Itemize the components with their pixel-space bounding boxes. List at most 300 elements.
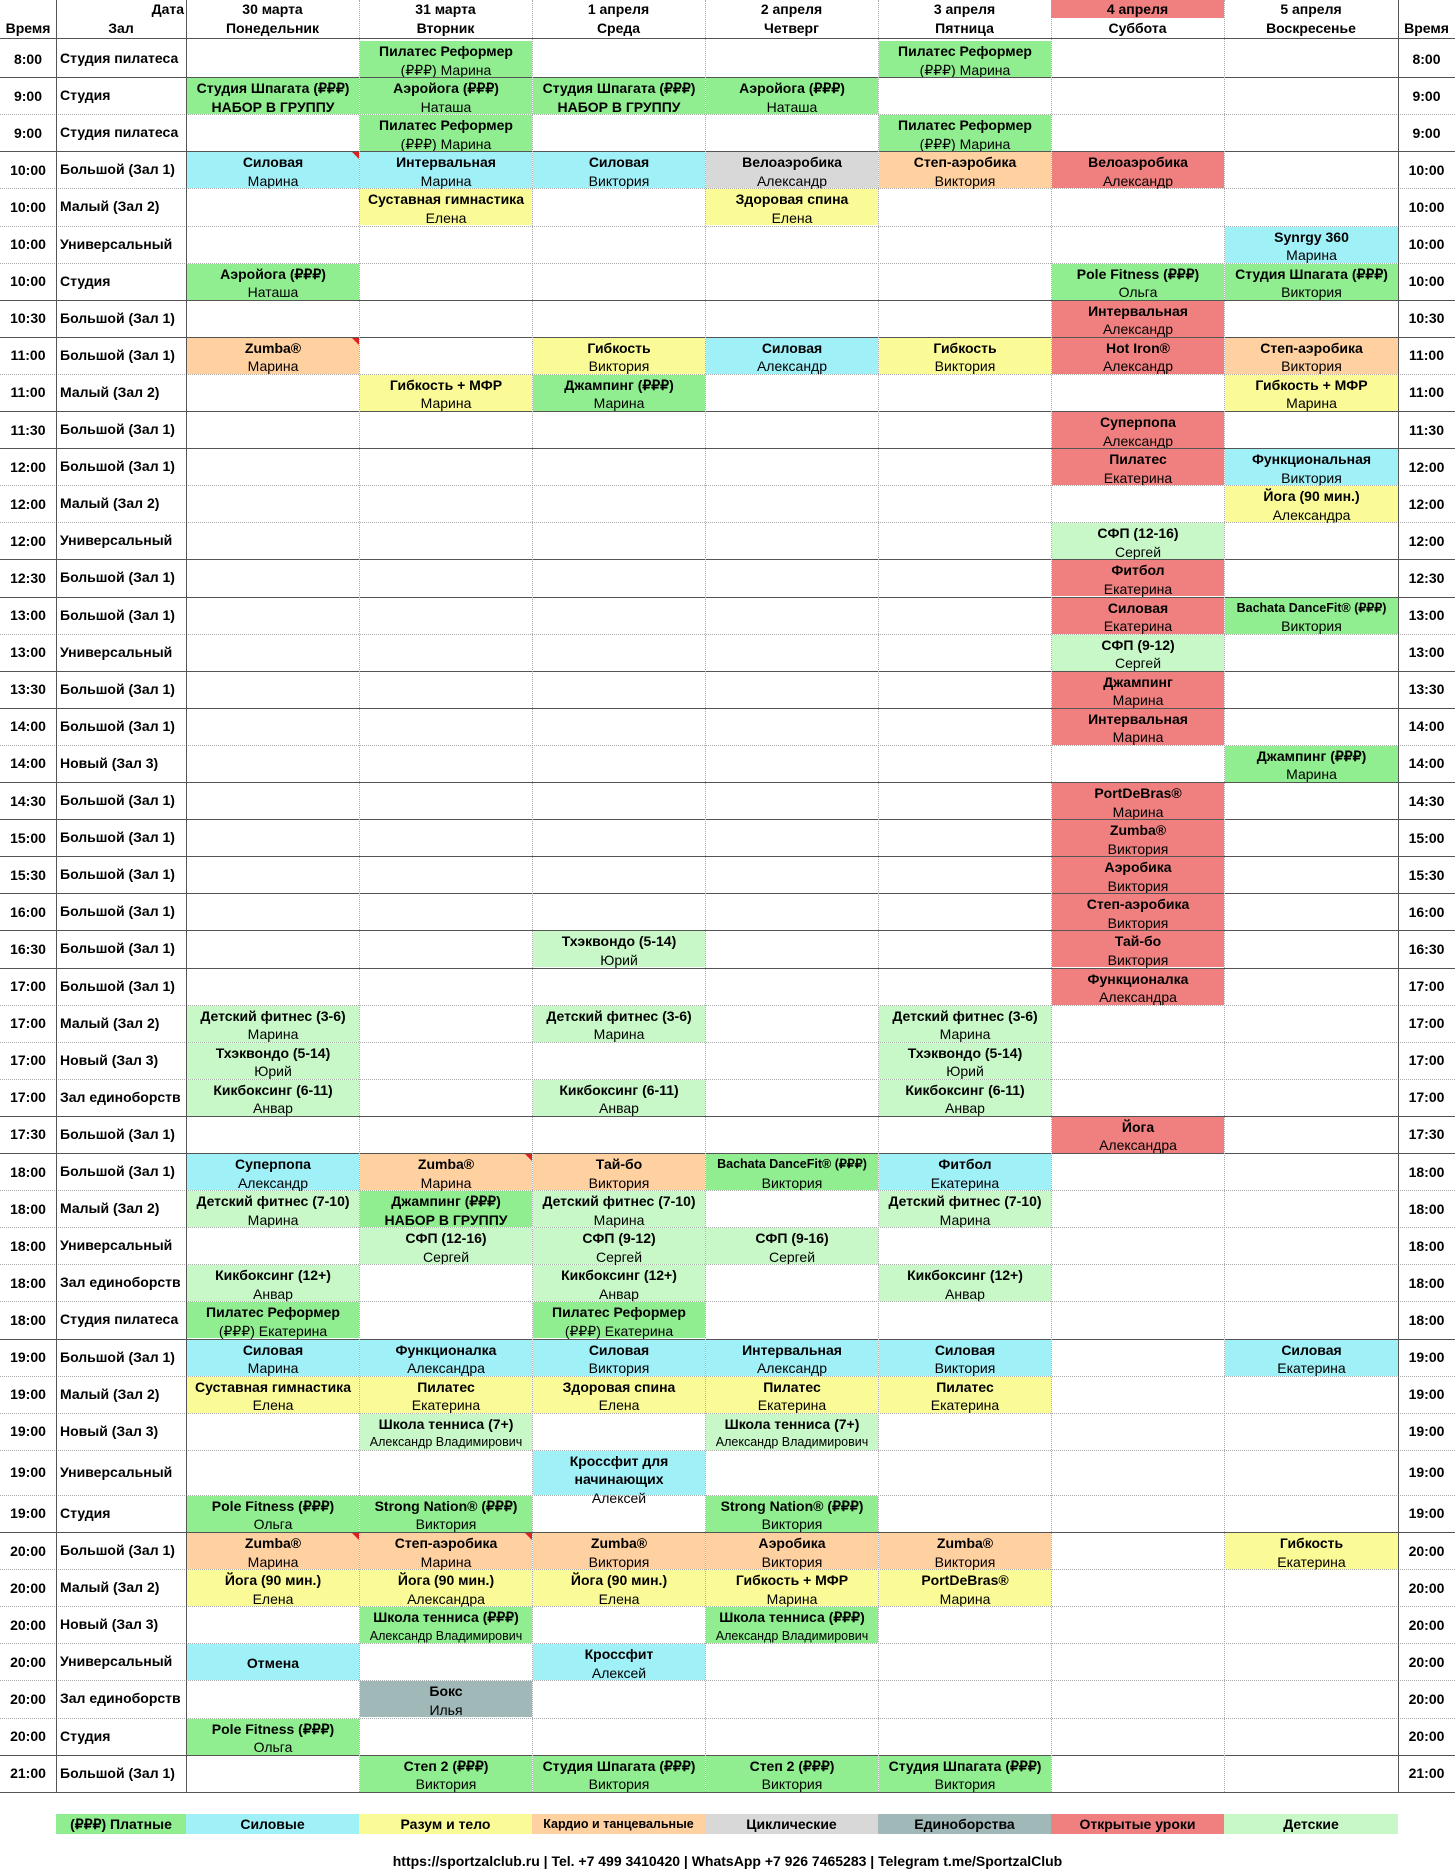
class-cell[interactable] xyxy=(706,189,878,225)
row-time-right: 18:00 xyxy=(1408,1274,1445,1291)
class-name: Strong Nation® (₽₽₽) xyxy=(374,1497,518,1514)
class-cell[interactable] xyxy=(360,1191,532,1227)
class-cell[interactable] xyxy=(1052,931,1224,967)
row-hall: Новый (Зал 3) xyxy=(60,1051,159,1068)
class-cell[interactable] xyxy=(360,1570,532,1606)
row-hall: Большой (Зал 1) xyxy=(60,1542,175,1559)
class-cell[interactable] xyxy=(1052,894,1224,930)
class-cell[interactable] xyxy=(1052,598,1224,634)
class-cell[interactable] xyxy=(1052,152,1224,188)
class-cell[interactable] xyxy=(533,931,705,967)
time-group-divider xyxy=(0,559,1455,560)
class-cell[interactable] xyxy=(1225,1533,1398,1569)
row-time: 10:30 xyxy=(10,310,46,327)
class-cell[interactable] xyxy=(533,1533,705,1569)
class-teacher: Марина xyxy=(420,1553,472,1570)
row-time: 11:30 xyxy=(10,421,46,438)
class-name: Гибкость + МФР xyxy=(735,1572,849,1589)
class-teacher: Екатерина xyxy=(930,1174,1000,1191)
class-cell[interactable] xyxy=(187,1719,359,1755)
row-time-right: 12:30 xyxy=(1408,569,1445,586)
row-time-right: 17:30 xyxy=(1408,1126,1445,1143)
row-time-right: 18:00 xyxy=(1408,1200,1445,1217)
row-time: 18:00 xyxy=(10,1200,46,1217)
row-divider xyxy=(0,1495,1455,1496)
class-cell[interactable] xyxy=(1052,301,1224,337)
class-cell[interactable] xyxy=(1052,264,1224,300)
class-teacher: Елена xyxy=(425,209,467,226)
row-hall: Малый (Зал 2) xyxy=(60,198,160,215)
class-name: Степ-аэробика xyxy=(913,154,1017,171)
class-cell[interactable] xyxy=(706,1228,878,1264)
class-teacher: Виктория xyxy=(761,1776,823,1793)
column-divider xyxy=(705,0,706,1792)
class-cell[interactable] xyxy=(1052,523,1224,559)
class-cell[interactable] xyxy=(1052,857,1224,893)
class-teacher: Екатерина xyxy=(930,1397,1000,1414)
class-cell[interactable] xyxy=(187,1154,359,1190)
class-cell[interactable] xyxy=(1052,820,1224,856)
row-time: 17:00 xyxy=(10,978,46,995)
row-hall: Новый (Зал 3) xyxy=(60,754,159,771)
class-teacher: Марина xyxy=(1286,395,1337,412)
class-teacher: Наташа xyxy=(247,284,299,301)
row-time-right: 20:00 xyxy=(1408,1579,1445,1596)
class-cell[interactable] xyxy=(360,78,532,114)
class-cell[interactable] xyxy=(879,1080,1051,1116)
class-cell[interactable] xyxy=(187,1570,359,1606)
class-name: Силовая xyxy=(1107,599,1169,616)
class-cell[interactable] xyxy=(533,1340,705,1376)
class-name: Кроссфит xyxy=(584,1646,654,1663)
class-cell[interactable] xyxy=(1052,560,1224,596)
class-name: Йога (90 мин.) xyxy=(1263,488,1360,505)
class-cell[interactable] xyxy=(533,1756,705,1792)
row-time-right: 14:00 xyxy=(1408,718,1445,735)
row-hall: Большой (Зал 1) xyxy=(60,792,175,809)
row-divider xyxy=(0,634,1455,635)
class-teacher: Александр Владимирович xyxy=(715,1628,869,1643)
row-time-right: 17:00 xyxy=(1408,1015,1445,1032)
class-cell[interactable] xyxy=(1052,783,1224,819)
class-teacher: Виктория xyxy=(588,1360,650,1376)
row-time-right: 20:00 xyxy=(1408,1542,1445,1559)
class-teacher: Александр xyxy=(1102,358,1174,375)
class-cell[interactable] xyxy=(187,1080,359,1116)
class-name: Детский фитнес (7-10) xyxy=(542,1193,696,1210)
class-cell[interactable] xyxy=(360,115,532,151)
row-hall: Малый (Зал 2) xyxy=(60,383,160,400)
row-divider xyxy=(0,1450,1455,1451)
class-cell[interactable] xyxy=(533,1006,705,1042)
row-time: 12:00 xyxy=(10,532,46,549)
class-cell[interactable] xyxy=(1052,709,1224,745)
class-cell[interactable] xyxy=(879,1570,1051,1606)
header-weekday: Среда xyxy=(596,20,641,36)
class-cell[interactable] xyxy=(1225,1340,1398,1376)
class-cell[interactable] xyxy=(533,1265,705,1301)
header-time-right: Время xyxy=(1404,20,1449,36)
class-cell[interactable] xyxy=(533,1644,705,1680)
class-cell[interactable] xyxy=(1052,969,1224,1005)
row-divider xyxy=(0,1376,1455,1377)
class-name: Детский фитнес (3-6) xyxy=(892,1007,1038,1024)
class-cell[interactable] xyxy=(706,1377,878,1413)
class-cell[interactable] xyxy=(533,1228,705,1264)
class-cell[interactable] xyxy=(533,338,705,374)
class-cell[interactable] xyxy=(1225,449,1398,485)
class-teacher: Алексей xyxy=(591,1664,647,1681)
header-weekday: Воскресенье xyxy=(1266,20,1356,36)
class-cell[interactable] xyxy=(187,1377,359,1413)
row-hall: Большой (Зал 1) xyxy=(60,346,175,363)
class-cell[interactable] xyxy=(1052,449,1224,485)
class-cell[interactable] xyxy=(879,1756,1051,1792)
time-group-divider xyxy=(0,448,1455,449)
column-divider xyxy=(878,0,879,1792)
class-name: Бокс xyxy=(429,1683,463,1700)
row-time-right: 16:00 xyxy=(1408,903,1445,920)
row-time: 20:00 xyxy=(10,1542,46,1559)
class-cell[interactable] xyxy=(879,1043,1051,1079)
legend-item: Открытые уроки xyxy=(1051,1814,1224,1834)
class-cell[interactable] xyxy=(706,1154,878,1190)
class-name: Zumba® xyxy=(244,1535,302,1551)
class-cell[interactable] xyxy=(1225,338,1398,374)
class-name: Strong Nation® (₽₽₽) xyxy=(720,1497,864,1514)
row-divider xyxy=(0,1005,1455,1006)
row-time-right: 19:00 xyxy=(1408,1505,1445,1522)
class-teacher: Сергей xyxy=(1114,655,1162,672)
class-cell[interactable] xyxy=(360,1607,532,1643)
header-date: 5 апреля xyxy=(1280,1,1342,17)
time-group-divider xyxy=(0,597,1455,598)
class-cell[interactable] xyxy=(360,1414,532,1450)
header-date: 31 марта xyxy=(415,1,476,17)
class-cell[interactable] xyxy=(360,1154,532,1190)
class-teacher: Марина xyxy=(420,1174,472,1191)
class-teacher: Виктория xyxy=(761,1516,823,1533)
class-cell[interactable] xyxy=(1052,412,1224,448)
class-name: Zumba® xyxy=(417,1156,475,1172)
class-cell[interactable] xyxy=(879,1265,1051,1301)
row-time: 19:00 xyxy=(10,1423,46,1440)
class-cell[interactable] xyxy=(533,1154,705,1190)
class-cell[interactable] xyxy=(706,78,878,114)
row-divider xyxy=(0,745,1455,746)
class-teacher: Марина xyxy=(593,1211,645,1228)
class-cell[interactable] xyxy=(706,1607,878,1643)
class-cell[interactable] xyxy=(706,152,878,188)
class-cell[interactable] xyxy=(1225,227,1398,263)
class-teacher: Елена xyxy=(252,1590,294,1607)
class-cell[interactable] xyxy=(533,152,705,188)
class-cell[interactable] xyxy=(533,1570,705,1606)
column-divider xyxy=(1398,0,1399,1792)
header-weekday: Суббота xyxy=(1108,20,1167,36)
class-name-line2: начинающих xyxy=(574,1471,664,1488)
row-divider xyxy=(0,114,1455,115)
class-name: Гибкость xyxy=(933,339,997,356)
time-group-divider xyxy=(0,856,1455,857)
class-cell[interactable] xyxy=(360,189,532,225)
class-name: СФП (9-16) xyxy=(755,1230,829,1247)
row-time: 17:00 xyxy=(10,1089,46,1106)
row-time-right: 12:00 xyxy=(1408,458,1445,475)
row-time-right: 13:00 xyxy=(1408,607,1445,624)
class-name: Здоровая спина xyxy=(562,1378,676,1395)
row-hall: Зал единоборств xyxy=(60,1690,181,1707)
class-cell[interactable] xyxy=(187,1006,359,1042)
class-teacher: Виктория xyxy=(588,1553,650,1570)
class-cell[interactable] xyxy=(187,1302,359,1338)
class-cell[interactable] xyxy=(1052,672,1224,708)
class-cell[interactable] xyxy=(360,1377,532,1413)
row-time-right: 14:30 xyxy=(1408,792,1445,809)
class-teacher: Елена xyxy=(771,209,813,226)
class-teacher: Виктория xyxy=(1281,284,1342,301)
class-cell[interactable] xyxy=(879,115,1051,151)
class-cell[interactable] xyxy=(187,1644,359,1680)
row-hall: Большой (Зал 1) xyxy=(60,606,175,623)
legend-item: Циклические xyxy=(705,1814,878,1834)
class-cell[interactable] xyxy=(1052,635,1224,671)
comment-flag-icon xyxy=(525,1154,532,1161)
row-time: 13:00 xyxy=(10,607,46,624)
class-cell[interactable] xyxy=(879,1006,1051,1042)
class-cell[interactable] xyxy=(879,152,1051,188)
class-name: Силовая xyxy=(761,339,823,356)
row-divider xyxy=(0,522,1455,523)
class-teacher: Сергей xyxy=(768,1248,816,1265)
class-teacher: Юрий xyxy=(946,1063,984,1080)
comment-flag-icon xyxy=(352,338,359,345)
class-name: СФП (9-12) xyxy=(582,1230,656,1247)
class-name: Гибкость + МФР xyxy=(389,376,503,393)
time-group-divider xyxy=(0,671,1455,672)
class-cell[interactable] xyxy=(879,1154,1051,1190)
class-cell[interactable] xyxy=(706,1756,878,1792)
class-name: Аэробика xyxy=(758,1535,826,1551)
row-hall: Малый (Зал 2) xyxy=(60,1579,160,1596)
class-name: Йога (90 мин.) xyxy=(570,1572,668,1589)
class-name: Силовая xyxy=(242,154,304,171)
row-time-right: 10:00 xyxy=(1408,273,1445,290)
column-divider xyxy=(56,0,57,1792)
class-cell[interactable] xyxy=(879,338,1051,374)
row-time-right: 18:00 xyxy=(1408,1311,1445,1328)
class-name: Йога (90 мин.) xyxy=(397,1572,495,1589)
class-cell[interactable] xyxy=(360,375,532,411)
class-name: Pole Fitness (₽₽₽) xyxy=(1076,265,1200,282)
class-teacher: Виктория xyxy=(761,1553,823,1570)
class-cell[interactable] xyxy=(706,1340,878,1376)
class-teacher: Марина xyxy=(420,395,472,412)
class-name: СФП (9-12) xyxy=(1101,636,1175,653)
class-cell[interactable] xyxy=(879,41,1051,77)
class-teacher: Виктория xyxy=(934,172,996,189)
class-name: Силовая xyxy=(588,1341,650,1358)
row-hall: Малый (Зал 2) xyxy=(60,1200,160,1217)
header-time: Время xyxy=(5,20,51,36)
class-cell[interactable] xyxy=(879,1533,1051,1569)
class-name: PortDeBras® xyxy=(1094,785,1182,801)
class-name: Гибкость xyxy=(1279,1535,1344,1551)
class-cell[interactable] xyxy=(706,1533,878,1569)
class-teacher: Юрий xyxy=(254,1063,292,1080)
header-date: 4 апреля xyxy=(1051,0,1224,18)
class-cell[interactable] xyxy=(1225,375,1398,411)
comment-flag-icon xyxy=(352,1533,359,1540)
class-name: Пилатес xyxy=(1109,451,1167,468)
row-hall: Универсальный xyxy=(60,1653,173,1670)
header-weekday: Четверг xyxy=(764,20,819,36)
class-cell[interactable] xyxy=(706,1570,878,1606)
class-cell[interactable] xyxy=(533,1451,705,1506)
class-cell[interactable] xyxy=(187,338,359,374)
row-time-right: 17:00 xyxy=(1408,1052,1445,1069)
row-time: 20:00 xyxy=(10,1728,46,1745)
column-divider xyxy=(359,0,360,1792)
class-cell[interactable] xyxy=(879,1191,1051,1227)
class-cell[interactable] xyxy=(533,1302,705,1338)
class-teacher: Анвар xyxy=(253,1100,293,1117)
class-cell[interactable] xyxy=(187,1340,359,1376)
row-hall: Студия пилатеса xyxy=(60,50,179,67)
class-cell[interactable] xyxy=(360,1496,532,1532)
class-teacher: Виктория xyxy=(1107,877,1169,894)
class-teacher: Виктория xyxy=(1281,469,1342,486)
time-group-divider xyxy=(0,411,1455,412)
row-time: 12:00 xyxy=(10,458,46,475)
class-cell[interactable] xyxy=(187,152,359,188)
class-name: Здоровая спина xyxy=(735,191,849,208)
class-cell[interactable] xyxy=(879,1377,1051,1413)
class-cell[interactable] xyxy=(360,1756,532,1792)
class-cell[interactable] xyxy=(1225,598,1398,634)
column-divider xyxy=(532,0,533,1792)
class-cell[interactable] xyxy=(187,1265,359,1301)
class-cell[interactable] xyxy=(360,1681,532,1717)
row-hall: Малый (Зал 2) xyxy=(60,1014,160,1031)
class-cell[interactable] xyxy=(1052,338,1224,374)
class-cell[interactable] xyxy=(706,338,878,374)
row-hall: Большой (Зал 1) xyxy=(60,458,175,475)
class-name: PortDeBras® xyxy=(921,1572,1009,1589)
class-name: Степ-аэробика xyxy=(394,1535,498,1551)
class-cell[interactable] xyxy=(187,264,359,300)
class-name: Студия Шпагата (₽₽₽) xyxy=(888,1757,1042,1774)
class-name: Кикбоксинг (12+) xyxy=(215,1267,331,1284)
class-cell[interactable] xyxy=(1225,746,1398,782)
class-teacher: Юрий xyxy=(600,951,638,968)
class-cell[interactable] xyxy=(187,78,359,114)
class-cell[interactable] xyxy=(706,1414,878,1450)
class-name: Кикбоксинг (6-11) xyxy=(213,1081,333,1098)
class-cell[interactable] xyxy=(360,152,532,188)
class-teacher: Виктория xyxy=(1107,914,1169,931)
class-cell[interactable] xyxy=(1052,1117,1224,1153)
class-cell[interactable] xyxy=(1225,264,1398,300)
class-teacher: Александр xyxy=(237,1174,309,1191)
row-time-right: 10:00 xyxy=(1408,161,1445,178)
row-divider xyxy=(0,1606,1455,1607)
row-hall: Новый (Зал 3) xyxy=(60,1422,159,1439)
class-cell[interactable] xyxy=(187,1043,359,1079)
row-divider xyxy=(0,1264,1455,1265)
row-hall: Студия пилатеса xyxy=(60,124,179,141)
header-date: 3 апреля xyxy=(933,1,996,17)
class-name: Суставная гимнастика xyxy=(368,191,524,208)
row-time-right: 10:30 xyxy=(1408,310,1445,327)
class-name: Велоаэробика xyxy=(742,154,842,171)
class-teacher: Виктория xyxy=(1281,358,1342,375)
class-cell[interactable] xyxy=(533,1377,705,1413)
class-teacher: Виктория xyxy=(934,358,996,375)
class-cell[interactable] xyxy=(533,1191,705,1227)
class-teacher: Виктория xyxy=(588,358,650,375)
time-group-divider xyxy=(0,930,1455,931)
class-cell[interactable] xyxy=(360,1340,532,1376)
class-cell[interactable] xyxy=(533,1080,705,1116)
row-hall: Большой (Зал 1) xyxy=(60,569,175,586)
class-name: Школа тенниса (₽₽₽) xyxy=(373,1609,519,1626)
comment-flag-icon xyxy=(352,152,359,159)
class-cell[interactable] xyxy=(360,41,532,77)
class-name: Аэройога (₽₽₽) xyxy=(393,80,499,97)
class-cell[interactable] xyxy=(360,1228,532,1264)
class-name: Студия Шпагата (₽₽₽) xyxy=(542,1757,696,1774)
class-teacher: (₽₽₽) Екатерина xyxy=(564,1322,674,1339)
row-hall: Универсальный xyxy=(60,643,173,660)
class-teacher: Марина xyxy=(593,395,645,412)
class-cell[interactable] xyxy=(879,1340,1051,1376)
row-time: 20:00 xyxy=(10,1579,46,1596)
class-cell[interactable] xyxy=(360,1533,532,1569)
class-cell[interactable] xyxy=(533,78,705,114)
row-divider xyxy=(0,485,1455,486)
class-teacher: Екатерина xyxy=(1103,618,1173,634)
class-cell[interactable] xyxy=(1225,486,1398,522)
row-divider xyxy=(0,1680,1455,1681)
class-cell[interactable] xyxy=(187,1191,359,1227)
row-time: 19:00 xyxy=(10,1349,46,1366)
row-hall: Большой (Зал 1) xyxy=(60,421,175,438)
row-time: 8:00 xyxy=(13,50,43,67)
row-hall: Большой (Зал 1) xyxy=(60,903,175,920)
class-teacher: Марина xyxy=(420,172,472,189)
class-cell[interactable] xyxy=(706,1496,878,1532)
class-cell[interactable] xyxy=(187,1533,359,1569)
row-time-right: 8:00 xyxy=(1412,50,1441,67)
row-time: 16:30 xyxy=(10,940,46,957)
class-teacher: Александр xyxy=(756,172,828,189)
class-name: СФП (12-16) xyxy=(1097,525,1179,542)
row-time: 19:00 xyxy=(10,1464,46,1481)
class-teacher: Марина xyxy=(247,1026,299,1043)
class-cell[interactable] xyxy=(533,375,705,411)
class-teacher: Елена xyxy=(598,1590,640,1607)
class-teacher: Александра xyxy=(1272,506,1351,523)
row-divider xyxy=(0,1569,1455,1570)
legend-item: Единоборства xyxy=(878,1814,1051,1834)
row-divider xyxy=(0,374,1455,375)
class-cell[interactable] xyxy=(187,1496,359,1532)
class-name: Джампинг (₽₽₽) xyxy=(391,1193,501,1210)
class-teacher: Ольга xyxy=(253,1516,293,1533)
row-time: 9:00 xyxy=(13,87,43,104)
class-teacher: Анвар xyxy=(253,1285,293,1302)
